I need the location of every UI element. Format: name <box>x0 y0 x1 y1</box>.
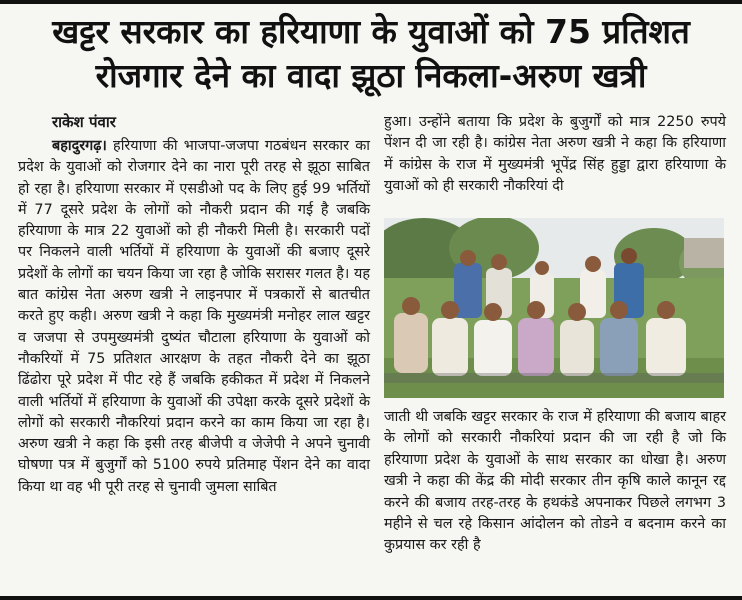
dateline: बहादुरगढ़। <box>52 138 107 154</box>
article-text-left: हरियाणा की भाजपा-जजपा गठबंधन सरकार का प्रदेश के युवाओं को रोजगार देने का नारा पूरी तरह से झूठा साबित हो रहा है। हरियाणा सरकार में एसडीओ पद के लिए हुई 99 भर्तियों में 77 दूसरे प्रदेश के लोगों को नौकरी प्रदान की गई है जबकि हरियाणा के मात्र 22 युवाओं को ही नौकरी मिली है। सरकारी पदों पर निकलने वाली भर्तियों में हरियाणा के युवाओं की बजाए दूसरे प्रदेशों के लोगों का चयन किया जा रहा है जोकि सरासर गलत है। यह बात कांग्रेस नेता अरुण खत्री ने लाइनपार में पत्रकारों से बातचीत करते हुए कही। अरुण खत्री ने कहा कि मुख्यमंत्री मनोहर लाल खट्टर व जजपा से उपमुख्यमंत्री दुष्यंत चौटाला हरियाणा के युवाओं को नौकरियों में 75 प्रतिशत आरक्षण के तहत नौकरी देने का झूठा ढिंढोरा पूरे प्रदेश में पीट रहे हैं जबकि हकीकत में प्रदेश में निकलने वाली भर्तियों में हरियाणा के युवाओं की उपेक्षा करके दूसरे प्रदेशों के लोगों को सरकारी नौकरियां प्रदान करने का काम किया जा रहा है। अरुण खत्री ने कहा कि इसी तरह बीजेपी व जेजेपी ने अपने चुनावी घोषणा पत्र में बुजुर्गों को 5100 रुपये प्रतिमाह पेंशन देने का वादा किया था वह भी पूरी तरह से चुनावी जुमला साबित <box>18 138 371 495</box>
bottom-border <box>0 596 742 600</box>
news-photo <box>384 218 724 398</box>
article-column-left <box>18 136 370 498</box>
byline: राकेश पंवार <box>52 113 116 131</box>
group-photo-illustration <box>384 218 724 398</box>
headline-line-1: खट्टर सरकार का हरियाणा के युवाओं को 75 प्रतिशत <box>52 12 690 51</box>
headline <box>0 10 742 98</box>
article-text-right-bottom: जाती थी जबकि खट्टर सरकार के राज में हरियाणा की बजाय बाहर के लोगों को सरकारी नौकरियां प्रदान की जा रही है जो कि हरियाणा प्रदेश के युवाओं के साथ सरकार का धोखा है। अरुण खत्री ने कहा की केंद्र की मोदी सरकार तीन कृषि काले कानून रद्द करने की बजाय तरह-तरह के हथकंडे अपनाकर पिछले लगभग 3 महीने से चल रहे किसान आंदोलन को तोडने व बदनाम करने का कुप्रयास कर रही है <box>384 409 726 554</box>
article-text-right-top: हुआ। उन्होंने बताया कि प्रदेश के बुजुर्गों को मात्र 2250 रुपये पेंशन दी जा रही है। कांग्रेस नेता अरुण खत्री ने कहा कि हरियाणा में कांग्रेस के राज में मुख्यमंत्री भूपेंद्र सिंह हुड्डा द्वारा हरियाणा के युवाओं को ही सरकारी नौकरियां दी <box>384 114 726 195</box>
top-border <box>0 0 742 4</box>
article-column-right-bottom <box>384 407 726 557</box>
headline-line-2: रोजगार देने का वादा झूठा निकला-अरुण खत्री <box>95 56 647 95</box>
article-column-right-top <box>384 112 726 198</box>
